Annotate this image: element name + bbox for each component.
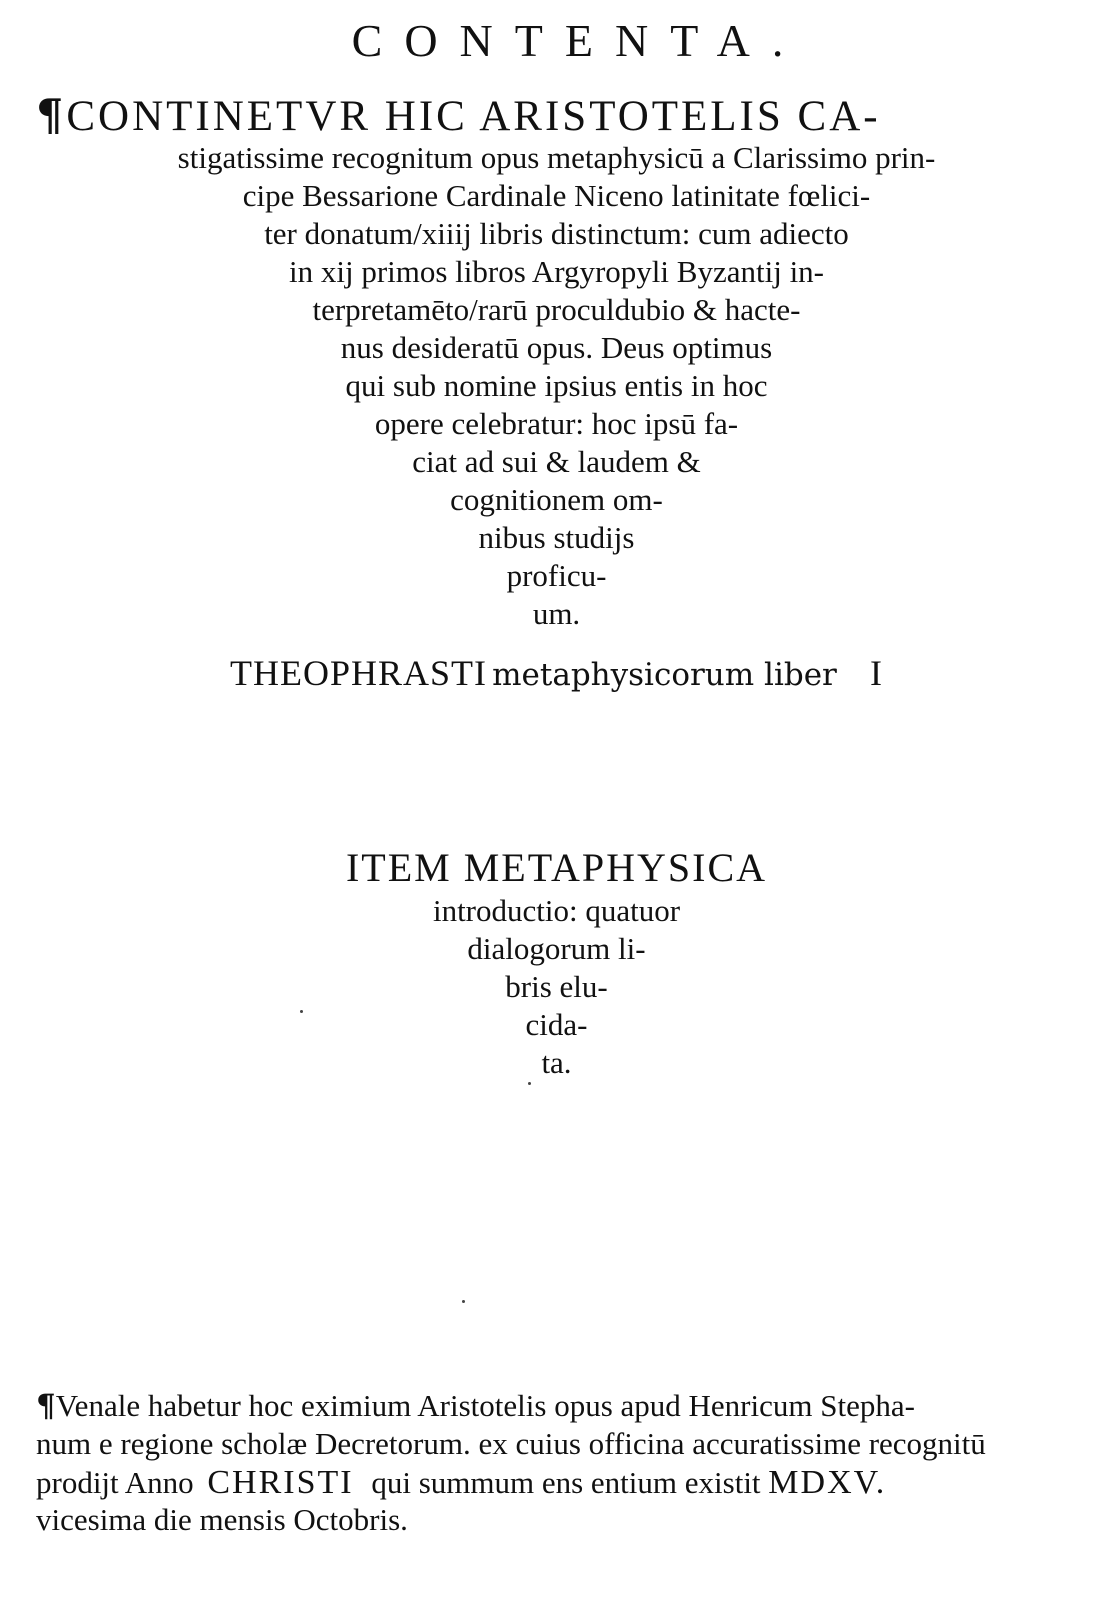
colophon-line-2: num e regione scholæ Decretorum. ex cuius officina accuratissime recognitū <box>36 1426 986 1461</box>
intro-line-12: nibus studijs <box>478 520 635 555</box>
colophon-line-1-text: Venale habetur hoc eximium Aristotelis opus apud Henricum Stepha- <box>55 1388 915 1423</box>
theophrasti-rest: metaphysicorum liber <box>492 657 837 693</box>
colophon-line-4: vicesima die mensis Octobris. <box>36 1502 408 1537</box>
item-line-1: introductio: quatuor <box>432 893 681 928</box>
theophrasti-line <box>0 655 1113 691</box>
intro-line-6: terpretamēto/rarū proculdubio & hacte- <box>312 292 801 327</box>
intro-line-5: in xij primos libros Argyropyli Byzantij in- <box>288 254 825 289</box>
intro-line-9: opere celebratur: hoc ipsū fa- <box>374 406 739 441</box>
item-heading: ITEM METAPHYSICA <box>345 845 768 890</box>
intro-line-7: nus desideratū opus. Deus optimus <box>340 330 773 365</box>
intro-line-14: um. <box>532 596 581 631</box>
intro-line-4: ter donatum/xiiij libris distinctum: cum adiecto <box>264 216 849 251</box>
page-title: CONTENTA. <box>351 15 806 66</box>
colophon-year: MDXV. <box>768 1464 887 1501</box>
intro-line-10: ciat ad sui & laudem & <box>412 444 701 479</box>
intro-line-13: proficu- <box>506 558 607 593</box>
ink-speck <box>528 1082 531 1085</box>
colophon-christi: CHRISTI <box>207 1464 354 1501</box>
colophon-line-1 <box>36 1390 1076 1422</box>
item-line-2: dialogorum li- <box>467 931 646 966</box>
intro-line-3: cipe Bessarione Cardinale Niceno latinitate fœlici- <box>242 178 871 213</box>
intro-line-8: qui sub nomine ipsius entis in hoc <box>345 368 768 403</box>
intro-line-2: stigatissime recognitum opus metaphysicū a Clarissimo prin- <box>177 140 936 175</box>
colophon-line-3-a: prodijt Anno <box>36 1465 194 1500</box>
intro-line-11: cognitionem om- <box>450 482 663 517</box>
theophrasti-numeral: I <box>869 653 883 693</box>
item-line-3: bris elu- <box>505 969 608 1004</box>
colophon-line-3 <box>36 1466 1076 1500</box>
ink-speck <box>300 1010 303 1013</box>
intro-heading-line <box>36 91 881 141</box>
intro-line-1: CONTINETVR HIC ARISTOTELIS CA- <box>66 93 881 140</box>
pilcrow-icon: ¶ <box>36 1388 56 1424</box>
theophrasti-caps: THEOPHRASTI <box>230 653 488 693</box>
pilcrow-icon: ¶ <box>36 91 67 141</box>
item-line-4: cida- <box>525 1007 588 1042</box>
colophon-line-3-b: qui summum ens entium existit <box>371 1465 761 1500</box>
ink-speck <box>462 1300 465 1303</box>
item-line-5: ta. <box>541 1045 572 1080</box>
